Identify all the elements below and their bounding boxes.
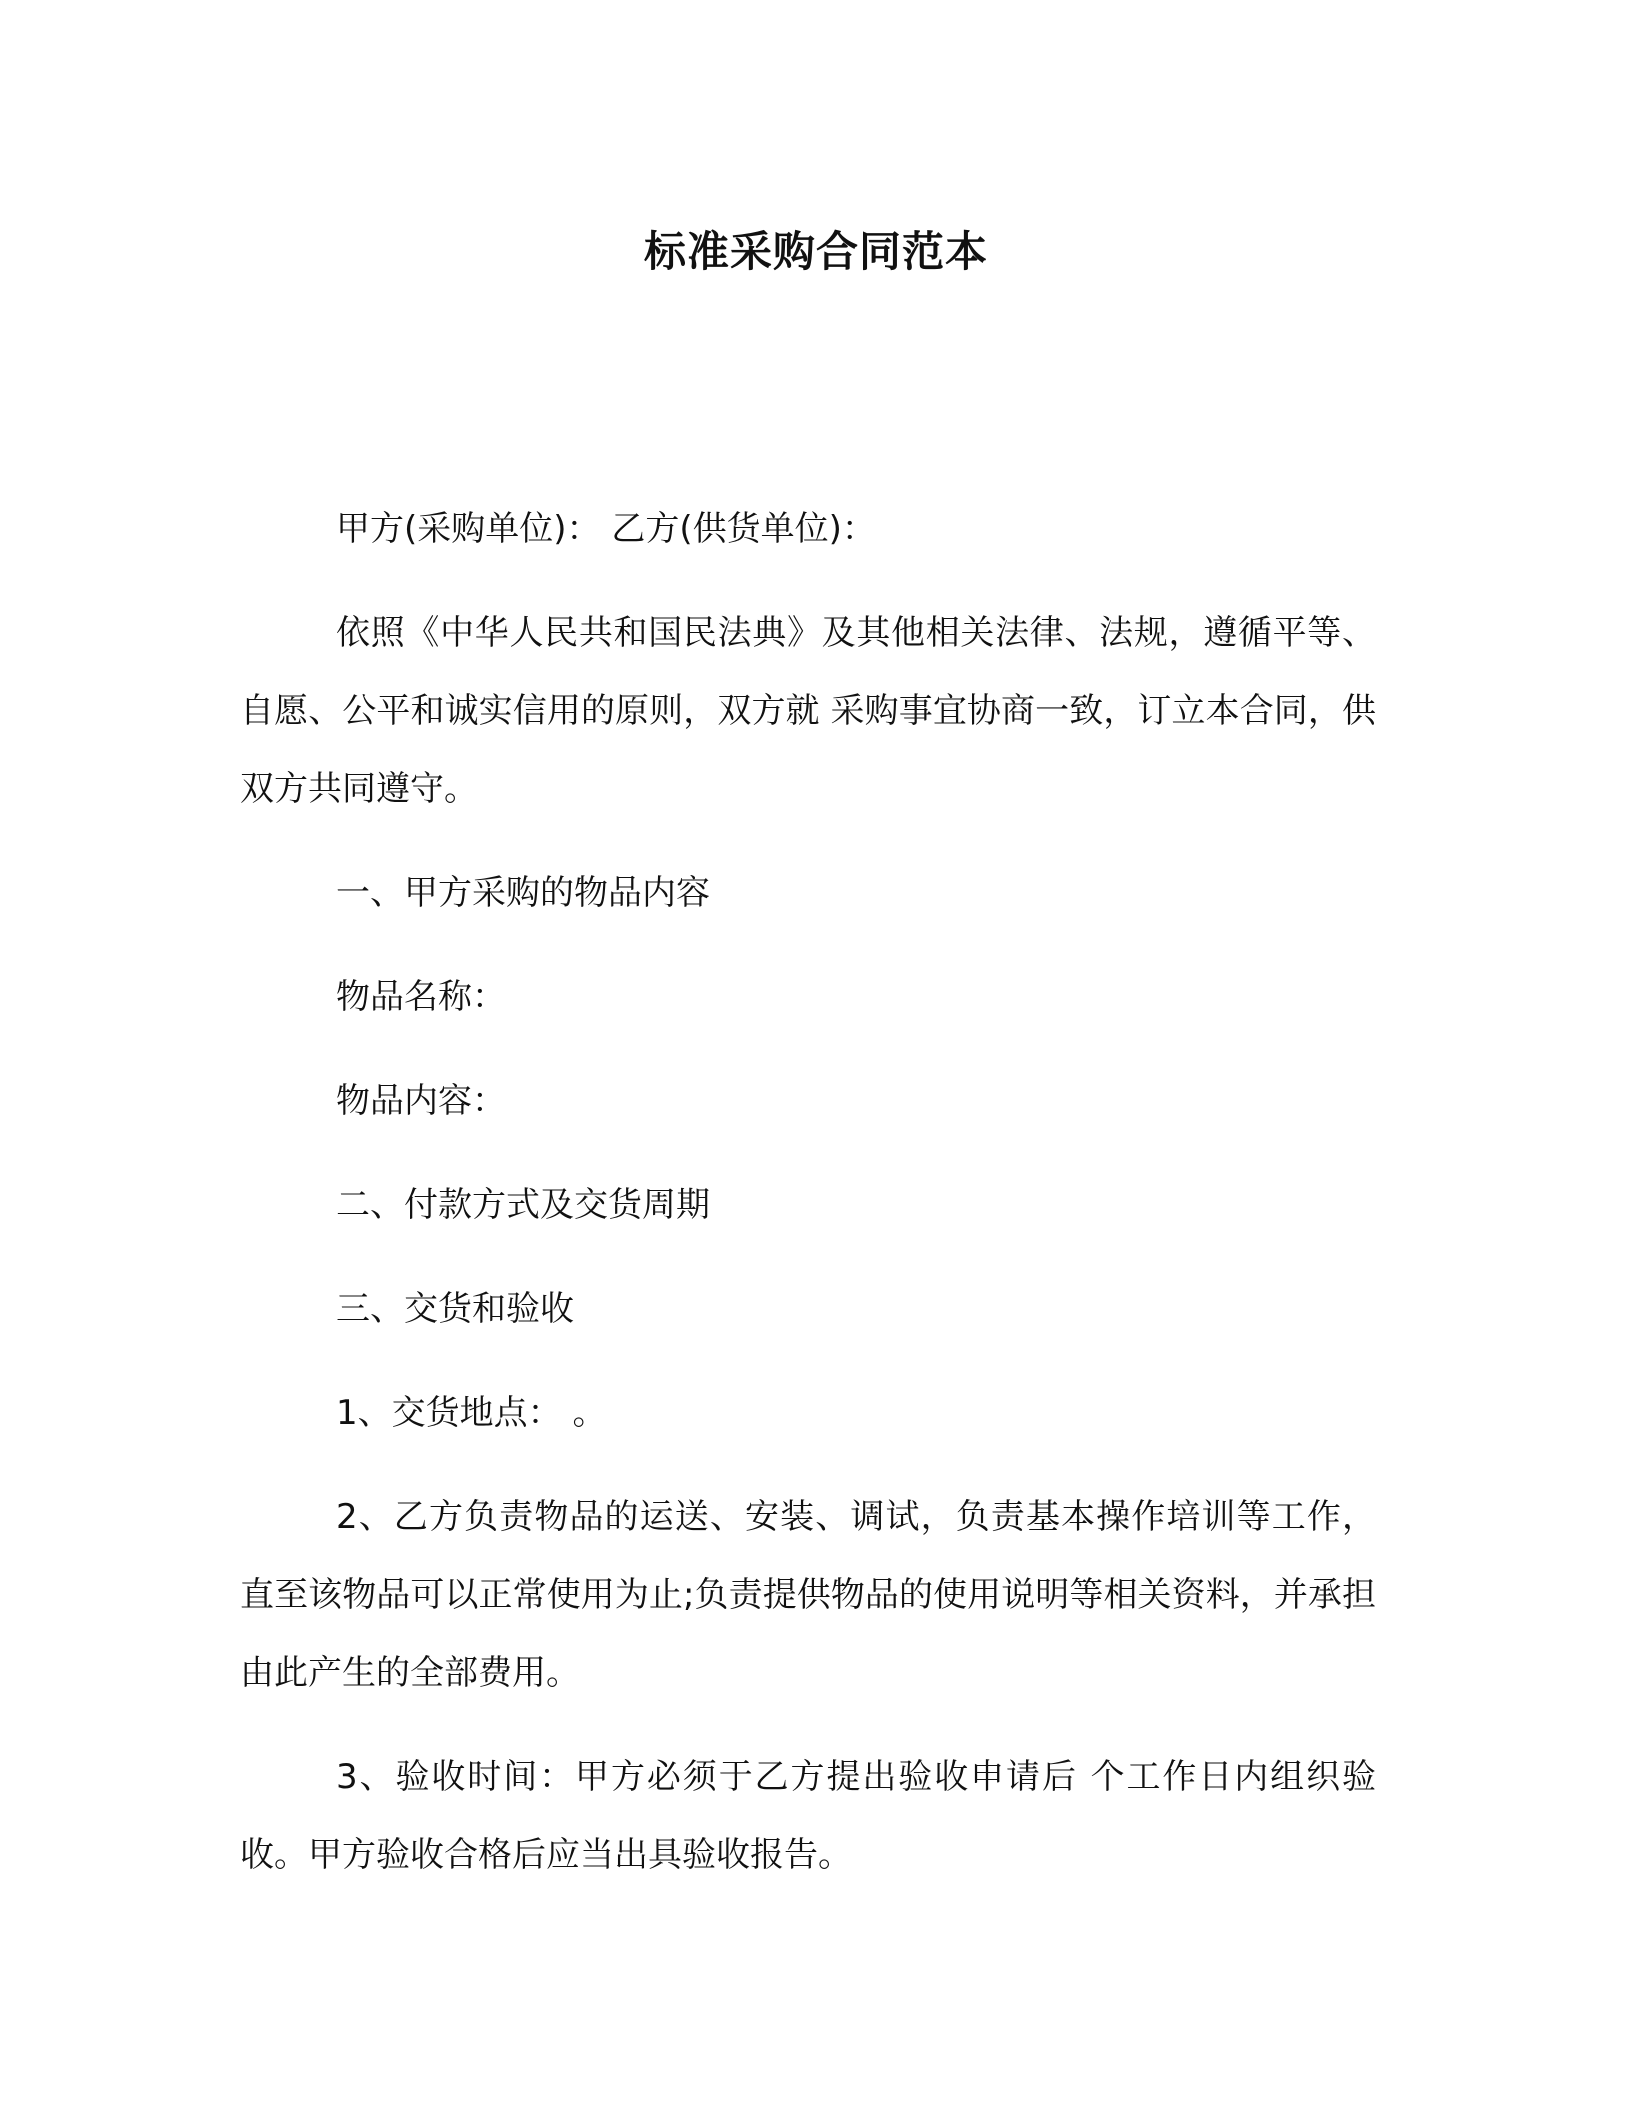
- section-1-heading: 一、甲方采购的物品内容: [336, 873, 710, 913]
- item-name-field: 物品名称：: [336, 977, 506, 1017]
- document-body: [240, 490, 1376, 1920]
- document-title: 标准采购合同范本: [643, 227, 988, 276]
- parties-line: 甲方(采购单位)： 乙方(供货单位)：: [336, 509, 876, 549]
- section-2-heading: 二、付款方式及交货周期: [336, 1185, 710, 1225]
- clause-3-2: 2、乙方负责物品的运送、安装、调试，负责基本操作培训等工作，直至该物品可以正常使用为止;负责提供物品的使用说明等相关资料，并承担由此产生的全部费用。: [240, 1497, 1376, 1693]
- item-content-field: 物品内容：: [336, 1081, 506, 1121]
- preamble-paragraph: 依照《中华人民共和国民法典》及其他相关法律、法规，遵循平等、自愿、公平和诚实信用的原则，双方就 采购事宜协商一致，订立本合同，供双方共同遵守。: [240, 613, 1376, 809]
- section-3-heading: 三、交货和验收: [336, 1289, 574, 1329]
- clause-3-1: 1、交货地点： 。: [336, 1393, 607, 1433]
- clause-3-3: 3、验收时间：甲方必须于乙方提出验收申请后 个工作日内组织验收。甲方验收合格后应当出具验收报告。: [240, 1757, 1376, 1875]
